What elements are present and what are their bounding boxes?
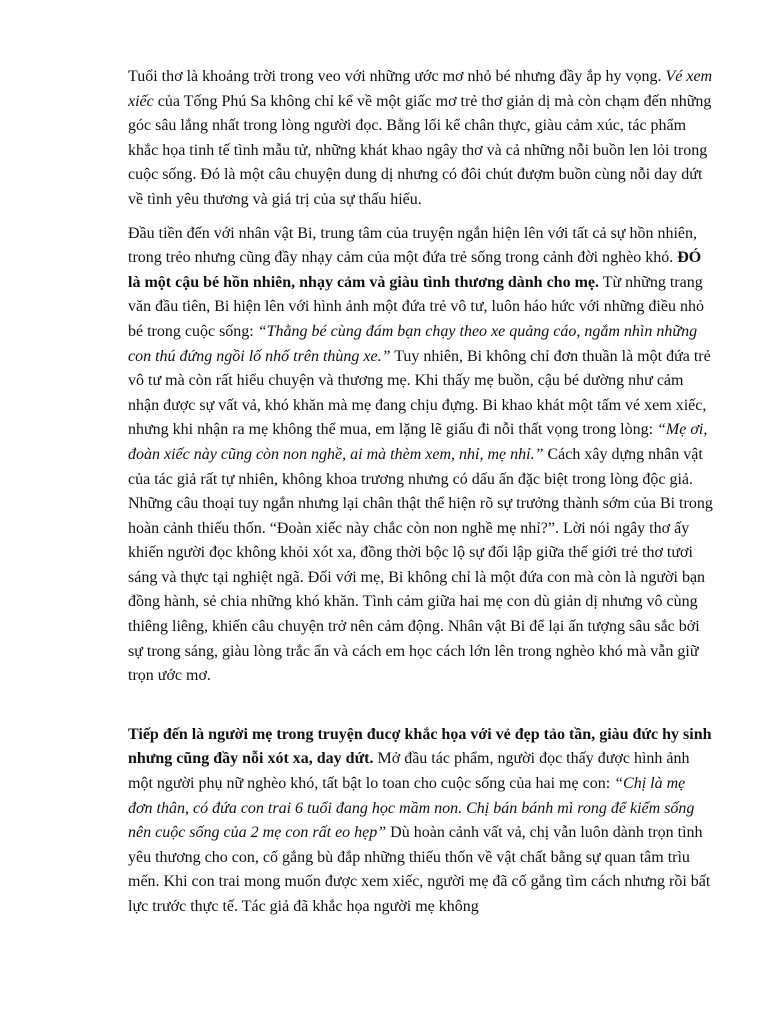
paragraph-character-bi	[128, 222, 713, 689]
text-segment: của Tống Phú Sa không chỉ kể về một giấc mơ trẻ thơ giản dị mà còn chạm đến những góc sâu lắng nhất trong lòng người đọc. Bằng lối kể chân thực, giàu cảm xúc, tác phẩm khắc họa tinh tế tình mẫu tử, những khát khao ngây thơ và cả những nỗi buồn len lỏi trong cuộc sống. Đó là một câu chuyện dung dị nhưng có đôi chút đượm buồn cùng nỗi day dứt về tình yêu thương và giá trị của sự thấu hiểu.	[128, 92, 712, 208]
text-segment: Tuổi thơ là khoảng trời trong veo với những ước mơ nhỏ bé nhưng đầy ắp hy vọng.	[128, 68, 666, 85]
paragraph-intro	[128, 65, 713, 213]
text-segment: Đầu tiền đến với nhân vật Bi, trung tâm của truyện ngắn hiện lên với tất cả sự hồn nhiên, trong trẻo nhưng cũng đầy nhạy cảm của một đứa trẻ sống trong cảnh đời nghèo khó.	[128, 224, 698, 267]
italic-quote: “Thằng bé cùng đám bạn chạy theo xe quảng cáo, ngắm nhìn những con thú đứng ngồi lố nhố trên thùng xe.”	[128, 322, 698, 365]
work-title: Vé xem xiếc	[128, 68, 713, 110]
text-segment: Từ những trang văn đầu tiên, Bi hiện lên với hình ảnh một đứa trẻ vô tư, luôn háo hức với những điều nhỏ bé trong cuộc sống:	[128, 273, 704, 340]
italic-quote: “Chị là mẹ đơn thân, có đứa con trai 6 tuổi đang học mầm non. Chị bán bánh mì rong để kiếm sống nên cuộc sống của 2 mẹ con rất eo hẹp”	[128, 775, 695, 842]
paragraph-character-mother	[128, 723, 713, 920]
text-segment: Dù hoàn cảnh vất vả, chị vẫn luôn dành trọn tình yêu thương cho con, cố gắng bù đắp những thiếu thốn về vật chất bằng sự quan tâm trìu mến. Khi con trai mong muốn được xem xiếc, người mẹ đã cố gắng tìm cách nhưng rồi bất lực trước thực tế. Tác giả đã khắc họa người mẹ không	[128, 824, 711, 915]
text-segment: Tuy nhiên, Bi không chỉ đơn thuần là một đứa trẻ vô tư mà còn rất hiểu chuyện và thương mẹ. Khi thấy mẹ buồn, cậu bé dường như cảm nhận được sự vất vả, khó khăn mà mẹ đang chịu đựng. Bi khao khát một tấm vé xem xiếc, nhưng khi nhận ra mẹ không thể mua, em lặng lẽ giấu đi nỗi thất vọng trong lòng:	[128, 347, 711, 439]
italic-quote: “Mẹ ơi, đoàn xiếc này cũng còn non nghề, ai mà thèm xem, nhỉ, mẹ nhỉ.”	[128, 421, 708, 463]
document-body	[128, 65, 713, 920]
text-segment: Mở đầu tác phẩm, người đọc thấy được hình ảnh một người phụ nữ nghèo khó, tất bật lo toan cho cuộc sống của hai mẹ con:	[128, 750, 690, 793]
bold-thesis: Tiếp đến là người mẹ trong truyện đucợ khắc họa với vẻ đẹp tảo tần, giàu đức hy sinh nhưng cũng đầy nỗi xót xa, day dứt.	[128, 725, 712, 768]
bold-thesis: ĐÓ là một cậu bé hồn nhiên, nhạy cảm và giàu tình thương dành cho mẹ.	[128, 249, 702, 291]
text-segment: Cách xây dựng nhân vật của tác giả rất tự nhiên, không khoa trương nhưng có dấu ấn đặc biệt trong lòng độc giả. Những câu thoại tuy ngắn nhưng lại chân thật thể hiện rõ sự trưởng thành sớm của Bi trong hoàn cảnh thiếu thốn. “Đoàn xiếc này chắc còn non nghề mẹ nhỉ?”. Lời nói ngây thơ ấy khiến người đọc không khỏi xót xa, đồng thời bộc lộ sự đối lập giữa thế giới trẻ thơ tươi sáng và thực tại nghiệt ngã. Đối với mẹ, Bi không chỉ là một đứa con mà còn là người bạn đồng hành, sẻ chia những khó khăn. Tình cảm giữa hai mẹ con dù giản dị nhưng vô cùng thiêng liêng, khiến câu chuyện trở nên cảm động. Nhân vật Bi để lại ấn tượng sâu sắc bởi sự trong sáng, giàu lòng trắc ẩn và cách em học cách lớn lên trong nghèo khó mà vẫn giữ trọn ước mơ.	[128, 445, 713, 685]
